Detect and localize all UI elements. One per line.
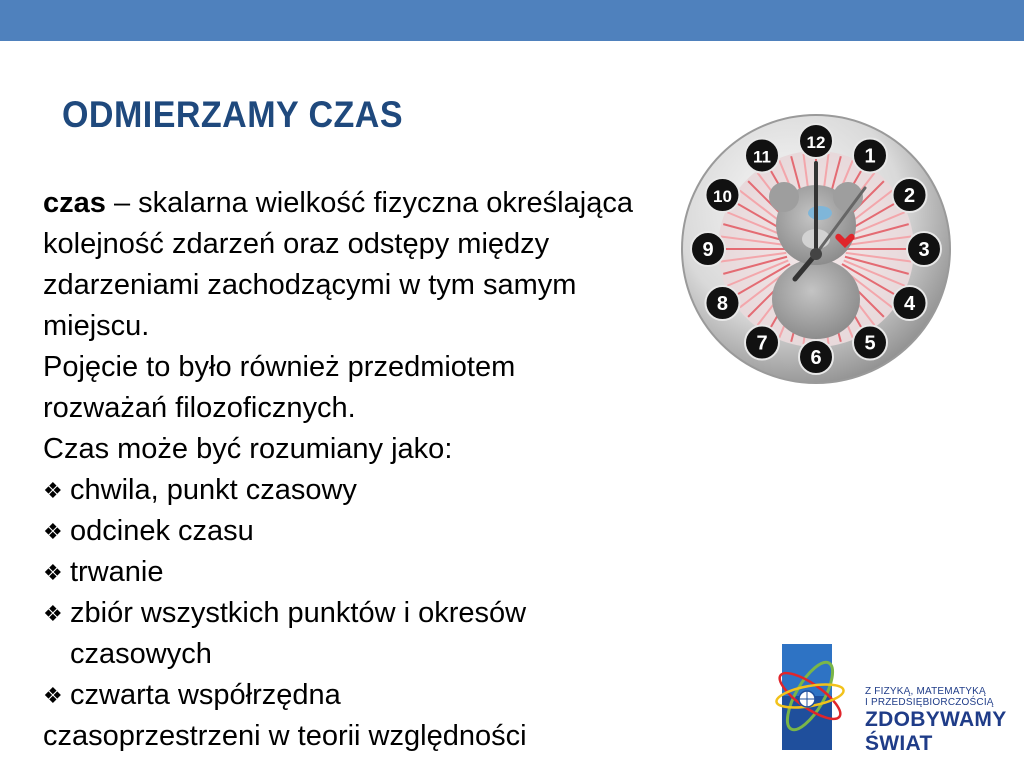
philosophy-paragraph: Pojęcie to było również przedmiotem rozważań filozoficznych. [43, 351, 516, 424]
clock-numeral-text: 4 [903, 293, 916, 315]
bullet-item [43, 511, 643, 552]
bullet-icon: ❖ [43, 519, 63, 544]
logo-tagline-2: I PRZEDSIĘBIORCZOŚCIĄ [865, 697, 994, 708]
slide-title: ODMIERZAMY CZAS [62, 94, 404, 135]
logo-tagline-1: Z FIZYKĄ, MATEMATYKĄ [865, 686, 986, 697]
bullet-text: chwila, punkt czasowy [70, 474, 357, 506]
logo-emblem [774, 644, 847, 750]
bullet-text: czwarta współrzędna [70, 679, 341, 711]
clock-numeral-text: 5 [864, 332, 876, 355]
clock-numeral-3 [907, 232, 941, 266]
clock-numeral-9 [691, 232, 725, 266]
bullet-icon: ❖ [43, 601, 63, 626]
clock-numeral-12 [799, 124, 833, 158]
bullet-item [43, 552, 643, 593]
bullet-icon: ❖ [43, 683, 63, 708]
clock-numeral-text: 6 [810, 347, 822, 369]
intro-line: Czas może być rozumiany jako: [43, 433, 453, 465]
logo-title-1: ZDOBYWAMY [865, 708, 1007, 731]
clock-numeral-text: 8 [716, 293, 729, 315]
definition-paragraph [43, 183, 643, 347]
clock-numeral-text: 1 [864, 145, 876, 168]
bullet-item [43, 593, 643, 675]
body-text [43, 183, 643, 757]
clock-numeral-7 [745, 326, 779, 360]
clock-numeral-text: 11 [753, 147, 771, 167]
clock-numeral-4 [893, 286, 927, 320]
bullet-item [43, 675, 643, 716]
clock-numeral-text: 12 [806, 133, 826, 152]
clock-numeral-1 [853, 138, 887, 172]
clock-numeral-text: 7 [756, 332, 768, 355]
clock-numeral-8 [705, 286, 739, 320]
clock-numeral-text: 10 [713, 187, 732, 206]
clock-numeral-text: 2 [903, 185, 916, 207]
logo-text [865, 686, 1007, 756]
bullet-item [43, 470, 643, 511]
term: czas [43, 187, 106, 219]
clock-numeral-text: 3 [918, 239, 930, 261]
logo-title-2: ŚWIAT [865, 732, 933, 755]
bullet-icon: ❖ [43, 560, 63, 585]
definition: – skalarna wielkość fizyczna określająca kolejność zdarzeń oraz odstępy między zdarzeniami zachodzącymi w tym samym miejscu. [43, 187, 633, 342]
clock-numeral-text: 9 [702, 239, 714, 261]
clock-illustration [680, 113, 952, 385]
clock-numeral-5 [853, 326, 887, 360]
clock-numeral-2 [893, 178, 927, 212]
bullet-text: trwanie [70, 556, 164, 588]
bullet-text: odcinek czasu [70, 515, 254, 547]
clock-numeral-10 [705, 178, 739, 212]
bullet-icon: ❖ [43, 478, 63, 503]
clock-numeral-6 [799, 340, 833, 374]
top-banner [0, 0, 1024, 41]
clock-numeral-11 [745, 138, 779, 172]
bullet-continuation: czasoprzestrzeni w teorii względności [43, 720, 527, 752]
bullet-text: zbiór wszystkich punktów i okresów czasowych [70, 597, 527, 670]
